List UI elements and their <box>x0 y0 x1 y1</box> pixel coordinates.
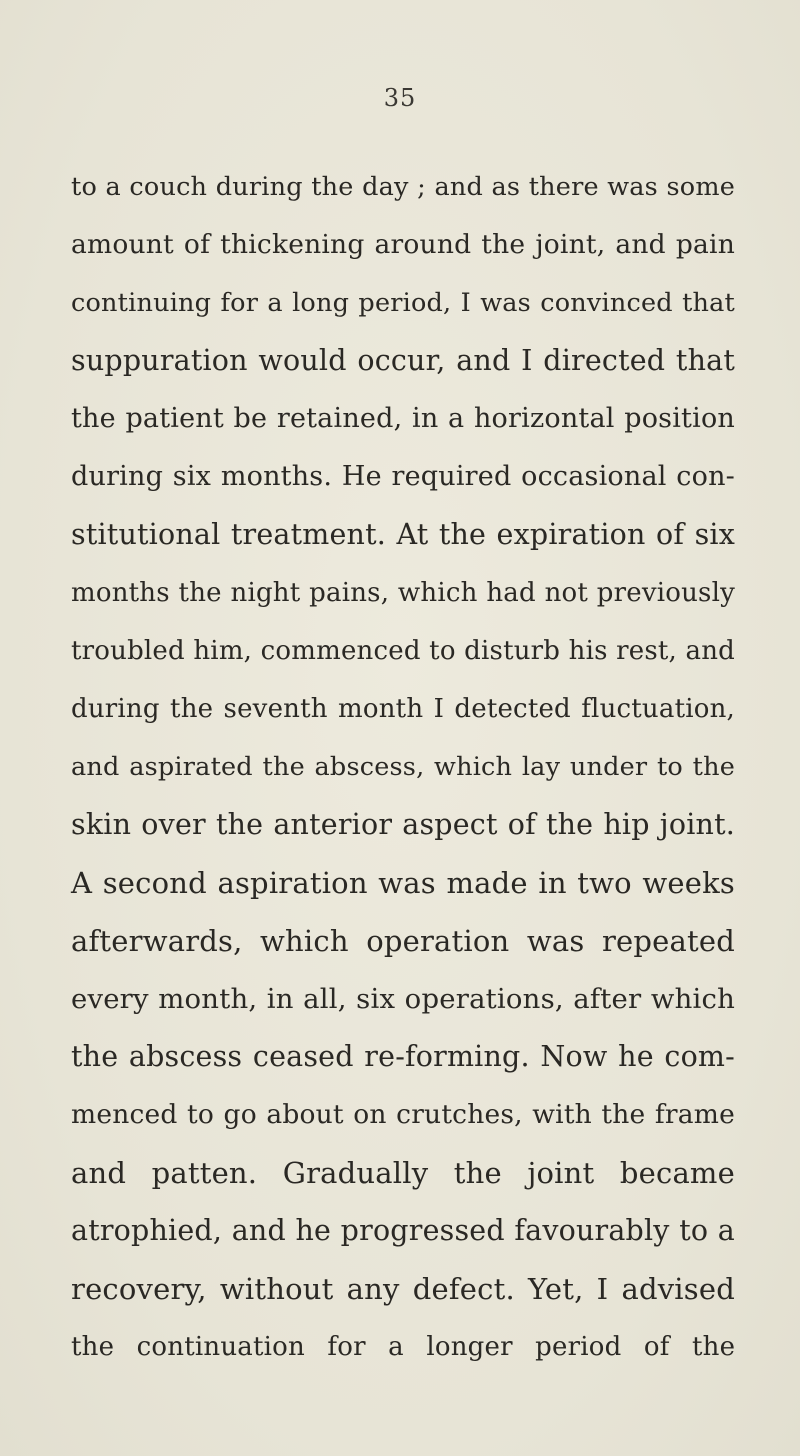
text-line: suppuration would occur, and I directed that <box>71 344 735 377</box>
text-line: to a couch during the day ; and as there was some <box>71 172 735 202</box>
text-line: the patient be retained, in a horizontal position <box>71 403 735 434</box>
text-line: stitutional treatment. At the expiration of six <box>71 518 735 551</box>
text-line: the abscess ceased re-forming. Now he com- <box>71 1040 735 1073</box>
text-line: every month, in all, six operations, after which <box>71 983 735 1015</box>
text-line: atrophied, and he progressed favourably to a <box>71 1214 735 1247</box>
text-line: during six months. He required occasional con- <box>71 461 735 492</box>
text-line: the continuation for a longer period of the <box>71 1332 736 1362</box>
text-line: recovery, without any defect. Yet, I advised <box>71 1272 735 1306</box>
body-text <box>71 158 735 1376</box>
text-line: amount of thickening around the joint, and pain <box>71 229 735 260</box>
text-line: and aspirated the abscess, which lay under to the <box>71 752 735 782</box>
text-line: menced to go about on crutches, with the frame <box>71 1099 735 1130</box>
text-line: months the night pains, which had not previously <box>71 578 735 608</box>
text-line: and patten. Gradually the joint became <box>71 1156 735 1190</box>
page-number: 35 <box>383 84 417 112</box>
text-line: skin over the anterior aspect of the hip joint. <box>71 808 735 841</box>
text-line: troubled him, commenced to disturb his rest, and <box>71 636 735 666</box>
text-line: during the seventh month I detected fluctuation, <box>71 694 735 724</box>
text-line: continuing for a long period, I was convinced that <box>71 288 735 318</box>
text-line: afterwards, which operation was repeated <box>71 924 735 958</box>
text-line: A second aspiration was made in two weeks <box>71 866 735 900</box>
